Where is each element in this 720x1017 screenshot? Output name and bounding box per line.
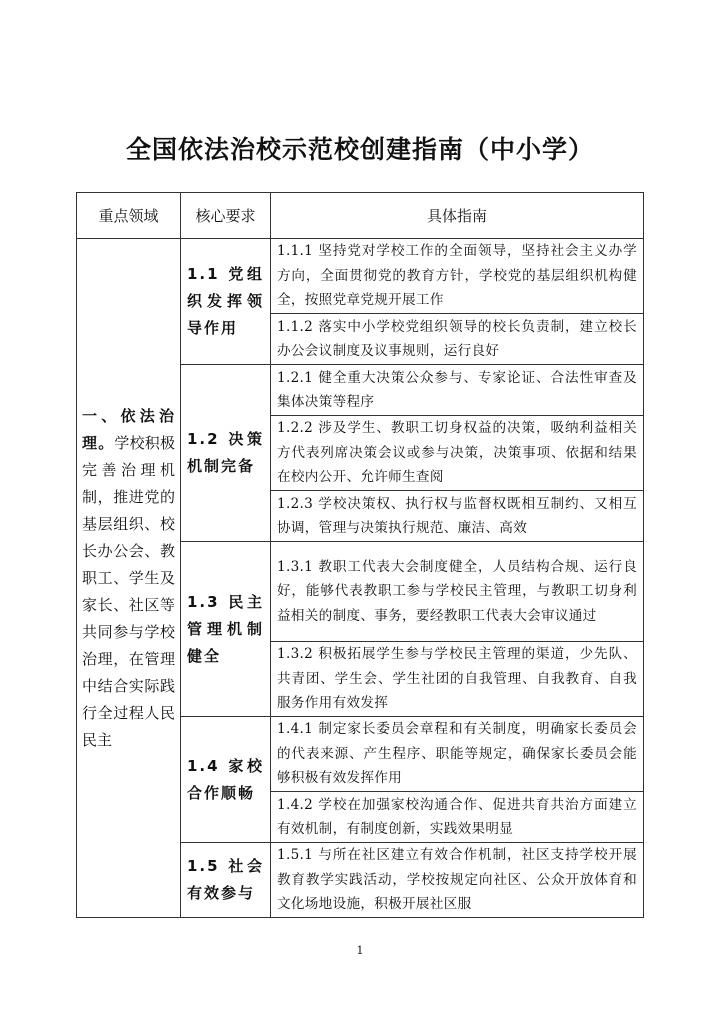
- detail-1-1-2: 1.1.2 落实中小学校党组织领导的校长负责制，建立校长办公会议制度及议事规则，运行良好: [271, 314, 644, 365]
- page-number: 1: [356, 944, 364, 957]
- table-row: [77, 239, 644, 314]
- detail-1-1-1: 1.1.1 坚持党对学校工作的全面领导，坚持社会主义办学方向，全面贯彻党的教育方针，学校党的基层组织机构健全，按照党章党规开展工作: [271, 239, 644, 314]
- detail-1-5-1: 1.5.1 与所在社区建立有效合作机制，社区支持学校开展教育教学实践活动，学校按规定向社区、公众开放体育和文化场地设施，积极开展社区服: [271, 843, 644, 918]
- document-title: 全国依法治校示范校创建指南（中小学）: [125, 135, 594, 164]
- detail-1-2-2: 1.2.2 涉及学生、教职工切身权益的决策，吸纳利益相关方代表列席决策会议或参与决策，决策事项、依据和结果在校内公开、允许师生查阅: [271, 416, 644, 491]
- table-header-row: [77, 193, 644, 239]
- header-detail: 具体指南: [271, 193, 644, 239]
- area-cell: [77, 239, 181, 918]
- header-area: 重点领域: [77, 193, 181, 239]
- detail-1-4-1: 1.4.1 制定家长委员会章程和有关制度，明确家长委员会的代表来源、产生程序、职能等规定，确保家长委员会能够积极有效发挥作用: [271, 717, 644, 792]
- detail-1-2-1: 1.2.1 健全重大决策公众参与、专家论证、合法性审查及集体决策等程序: [271, 365, 644, 416]
- detail-1-3-1: 1.3.1 教职工代表大会制度健全，人员结构合规、运行良好，能够代表教职工参与学校民主管理，与教职工切身利益相关的制度、事务，要经教职工代表大会审议通过: [271, 542, 644, 642]
- core-1-2: 1.2 决策机制完备: [181, 365, 271, 542]
- detail-1-4-2: 1.4.2 学校在加强家校沟通合作、促进共育共治方面建立有效机制，有制度创新，实践效果明显: [271, 792, 644, 843]
- guide-table: [76, 192, 644, 918]
- area-heading: 一、依法治理。: [82, 406, 175, 452]
- core-1-4: 1.4 家校合作顺畅: [181, 717, 271, 843]
- header-core: 核心要求: [181, 193, 271, 239]
- core-1-3: 1.3 民主管理机制健全: [181, 542, 271, 717]
- detail-1-3-2: 1.3.2 积极拓展学生参与学校民主管理的渠道，少先队、共青团、学生会、学生社团的自我管理、自我教育、自我服务作用有效发挥: [271, 642, 644, 717]
- core-1-5: 1.5 社会有效参与: [181, 843, 271, 918]
- area-text: 学校积极完善治理机制，推进党的基层组织、校长办公会、教职工、学生及家长、社区等共同参与学校治理，在管理中结合实际践行全过程人民民主: [82, 433, 175, 749]
- detail-1-2-3: 1.2.3 学校决策权、执行权与监督权既相互制约、又相互协调，管理与决策执行规范、廉洁、高效: [271, 491, 644, 542]
- core-1-1: 1.1 党组织发挥领导作用: [181, 239, 271, 365]
